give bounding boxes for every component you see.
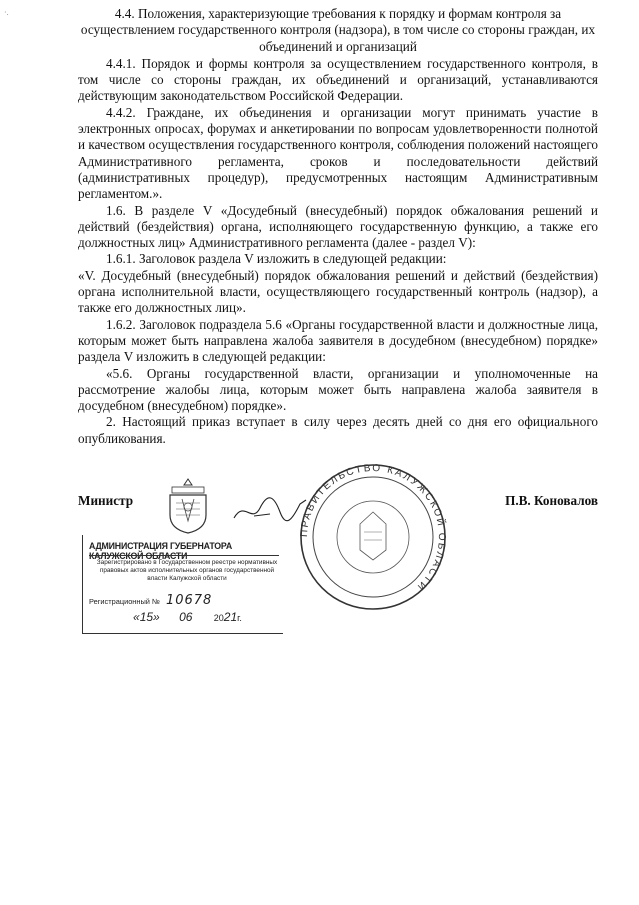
edge-mark: ·. (4, 8, 9, 17)
stamp-date-suffix: г. (237, 613, 242, 623)
paragraph-4-4-1: 4.4.1. Порядок и формы контроля за осуществлением государственного контроля, в том числе со стороны граждан, их объединений и организаций, устанавливаются действующим законодательством Российской Федерации. (78, 55, 598, 104)
paragraph-2: 2. Настоящий приказ вступает в силу через десять дней со дня его официального опубликования. (78, 414, 598, 446)
stamp-reg-label: Регистрационный № (89, 597, 160, 606)
round-seal-icon (298, 462, 448, 612)
stamp-reg-row (89, 593, 212, 608)
stamp-reg-number: 10678 (165, 593, 213, 608)
signer-name: П.В. Коновалов (505, 493, 598, 508)
seal-text: ПРАВИТЕЛЬСТВО КАЛУЖСКОЙ ОБЛАСТИ (298, 462, 448, 594)
paragraph-5-6: «5.6. Органы государственной власти, организации и уполномоченные на рассмотрение жалобы лица, которым может быть направлена жалоба заявителя в досудебном (внесудебном) порядке». (78, 365, 598, 414)
stamp-date: «15» 06 2021г. (133, 610, 242, 624)
stamp-date-day: 15 (139, 610, 154, 624)
section-heading: 4.4. Положения, характеризующие требования к порядку и формам контроля за осуществлением государственного контроля (надзора), в том числе со стороны граждан, их объединений и организаций (80, 6, 596, 54)
body-text (78, 6, 598, 447)
registration-stamp (82, 535, 283, 634)
coat-of-arms-icon (162, 477, 214, 535)
stamp-date-month: 06 (179, 610, 193, 624)
paragraph-1-6-1: 1.6.1. Заголовок раздела V изложить в следующей редакции: (106, 251, 447, 267)
stamp-date-year-prefix: 20 (213, 613, 224, 623)
signer-title: Министр (78, 493, 134, 508)
paragraph-section-v-title: «V. Досудебный (внесудебный) порядок обжалования решений и действий (бездействия) органа исполнительной власти, осуществляющего государственный контроль (надзор), а также его должностных лиц». (78, 267, 598, 316)
svg-text:ПРАВИТЕЛЬСТВО КАЛУЖСКОЙ ОБЛАСТ (299, 463, 448, 593)
paragraph-1-6: 1.6. В разделе V «Досудебный (внесудебный) порядок обжалования решений и действий (бездействия) органа, исполняющего государственную функцию, а также его должностных лиц» Административного регламента (далее - раздел V): (78, 202, 598, 251)
stamp-org: АДМИНИСТРАЦИЯ ГУБЕРНАТОРА КАЛУЖСКОЙ ОБЛАСТИ (89, 541, 232, 561)
stamp-note: Зарегистрировано в Государственном реестре нормативных правовых актов исполнительных органов государственной власти Калужской области (96, 559, 278, 582)
stamp-divider (89, 555, 279, 556)
paragraph-1-6-2: 1.6.2. Заголовок подраздела 5.6 «Органы государственной власти и должностные лица, которым может быть направлена жалоба заявителя в досудебном (внесудебном) порядке» раздела V изложить в следующей редакции: (78, 316, 598, 365)
stamp-date-year-suffix: 21 (223, 610, 238, 624)
paragraph-4-4-2: 4.4.2. Граждане, их объединения и организации могут принимать участие в электронных опросах, форумах и анкетировании по вопросам удовлетворенности полнотой и качеством осуществления государственного контроля, соблюдения положений настоящего Административного регламента, сроков и последовательности действий (административных процедур), предусмотренных настоящим Административным регламентом.». (78, 104, 598, 202)
